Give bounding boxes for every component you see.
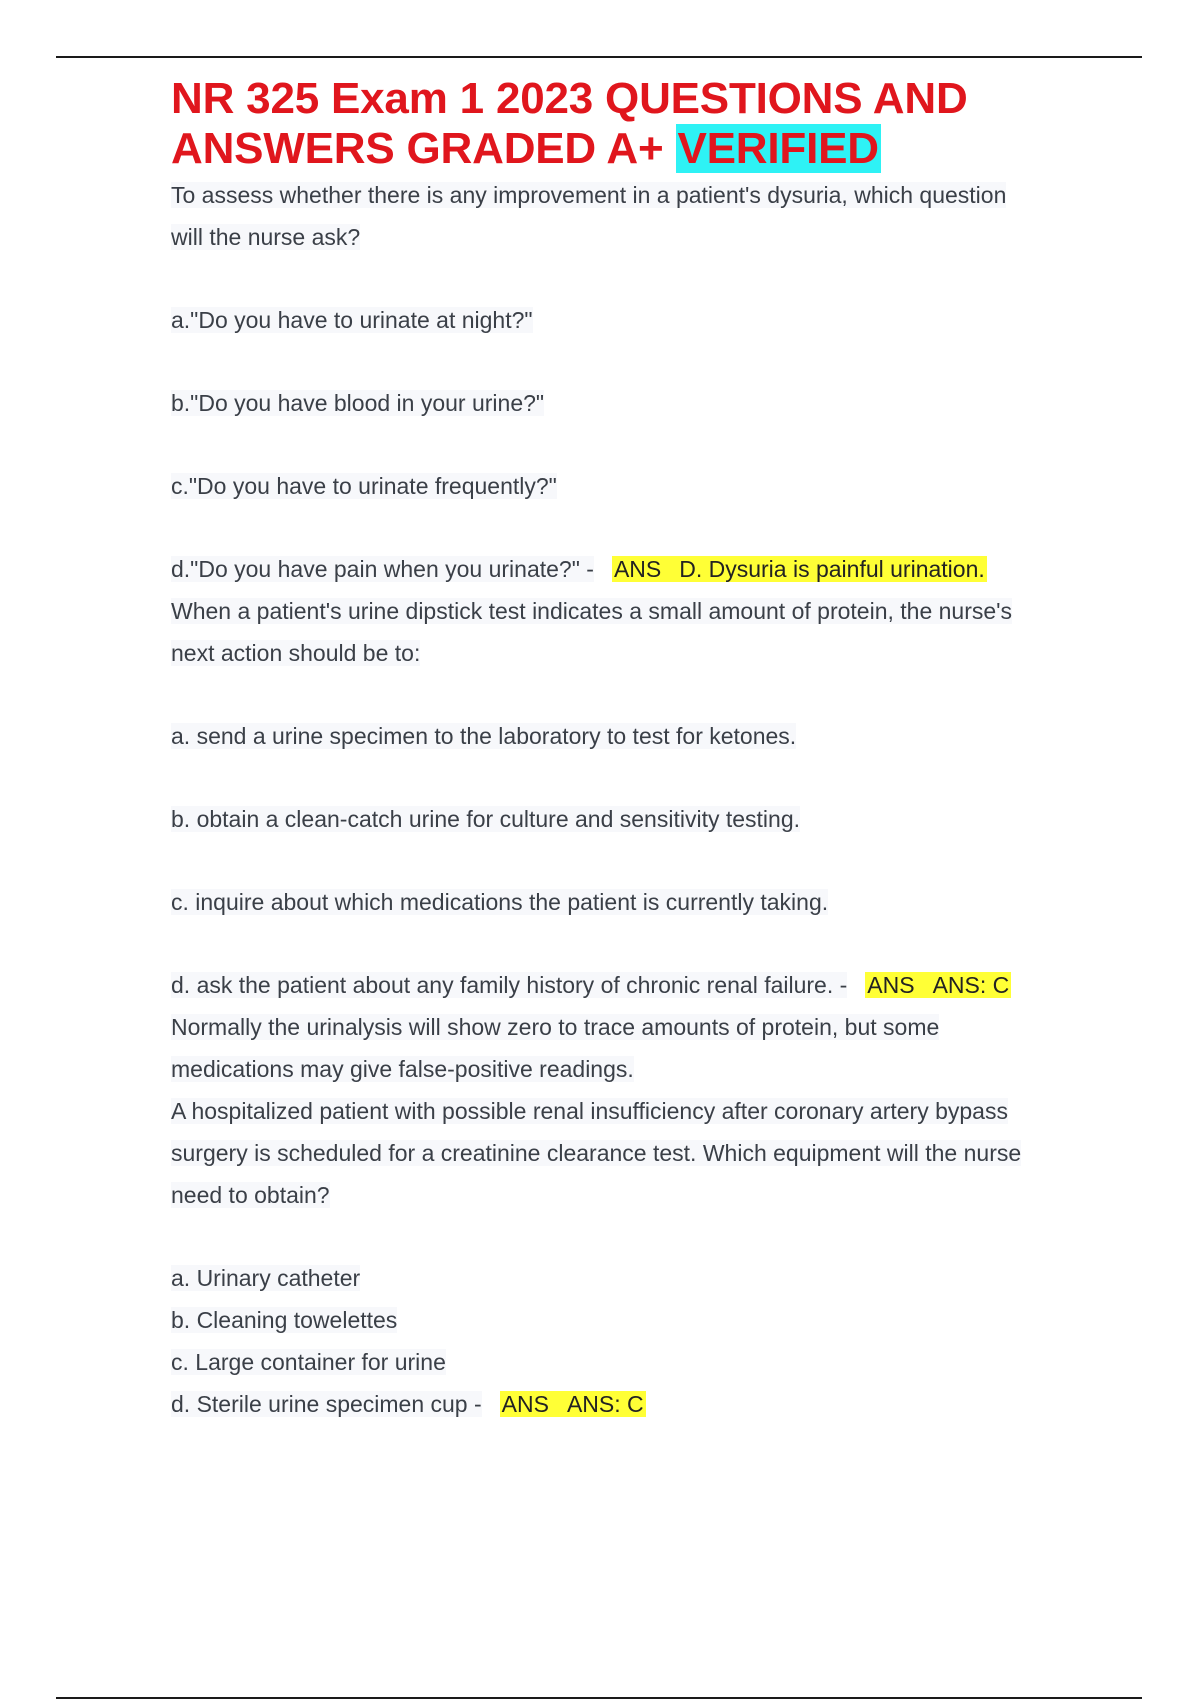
question-stem-line: A hospitalized patient with possible renal insufficiency after coronary artery bypass [171, 1098, 1008, 1124]
verified-badge: VERIFIED [677, 124, 879, 173]
question-stem-line: To assess whether there is any improvement in a patient's dysuria, which question [171, 182, 1007, 208]
answer-option: b."Do you have blood in your urine?" [171, 390, 545, 416]
explanation-line: medications may give false-positive readings. [171, 1056, 634, 1082]
question-stem-line: next action should be to: [171, 640, 421, 666]
answer-highlight: ANS ANS: C [501, 1391, 644, 1417]
answer-option: b. Cleaning towelettes [171, 1307, 398, 1333]
answer-option: a."Do you have to urinate at night?" [171, 307, 533, 333]
question-stem-line: will the nurse ask? [171, 224, 361, 250]
document-body [171, 74, 1091, 1425]
answer-option: d. Sterile urine specimen cup - ANS ANS: C [171, 1391, 644, 1417]
answer-option: a. send a urine specimen to the laboratory to test for ketones. [171, 723, 797, 749]
answer-option: c. inquire about which medications the patient is currently taking. [171, 889, 829, 915]
answer-option: a. Urinary catheter [171, 1265, 361, 1291]
answer-option: b. obtain a clean-catch urine for culture and sensitivity testing. [171, 806, 801, 832]
answer-option: d."Do you have pain when you urinate?" - ANS D. Dysuria is painful urination. [171, 556, 985, 582]
bottom-rule [56, 1697, 1142, 1699]
question-stem-line: surgery is scheduled for a creatinine clearance test. Which equipment will the nurse [171, 1140, 1022, 1166]
answer-option: d. ask the patient about any family history of chronic renal failure. - ANS ANS: C [171, 972, 1010, 998]
answer-option: c. Large container for urine [171, 1349, 446, 1375]
answer-highlight: ANS ANS: C [867, 972, 1010, 998]
document-title [171, 74, 1091, 174]
question-stem-line: need to obtain? [171, 1182, 330, 1208]
top-rule [56, 56, 1142, 58]
explanation-line: Normally the urinalysis will show zero to trace amounts of protein, but some [171, 1014, 940, 1040]
question-stem-line: When a patient's urine dipstick test indicates a small amount of protein, the nurse's [171, 598, 1013, 624]
answer-highlight: ANS D. Dysuria is painful urination. [613, 556, 985, 582]
title-main: NR 325 Exam 1 2023 QUESTIONS AND ANSWERS GRADED A+ [171, 74, 968, 173]
answer-option: c."Do you have to urinate frequently?" [171, 473, 557, 499]
